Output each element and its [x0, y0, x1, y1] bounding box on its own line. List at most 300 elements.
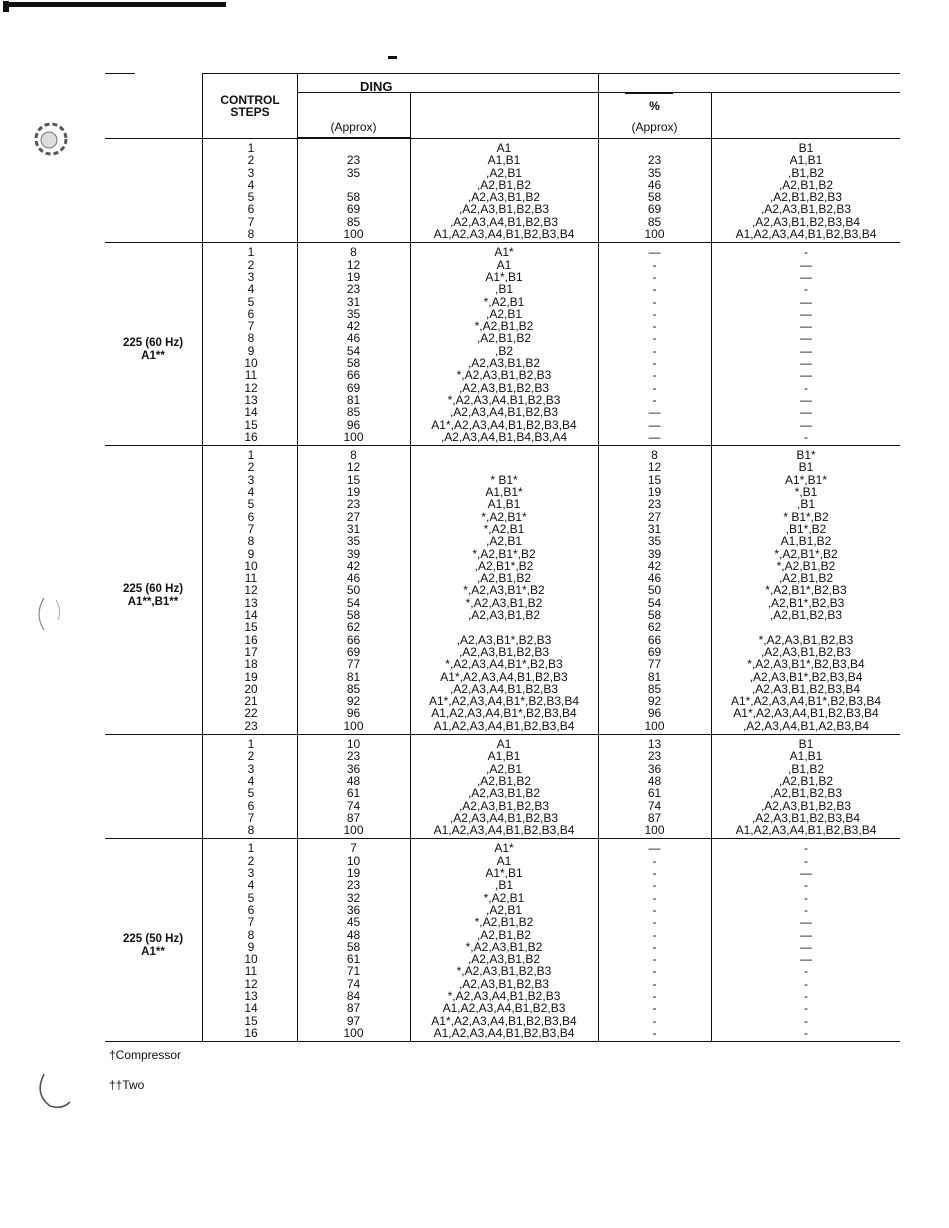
cell-percent-a: 10 — [346, 853, 361, 868]
cell-percent-b: 77 — [647, 657, 662, 672]
cell-loaded-a: A1,B1* — [485, 485, 523, 500]
cell-loaded-b: — — [800, 405, 812, 420]
cell-percent-a: 96 — [346, 417, 361, 432]
table-row — [105, 283, 900, 295]
cell-step: 8 — [247, 227, 255, 242]
cell-loaded-a: ,A2,B1,B2 — [476, 927, 532, 942]
cell-percent-b: - — [652, 964, 657, 979]
cell-step: 2 — [247, 749, 255, 764]
cell-step: 1 — [247, 737, 255, 752]
header-approx-b: (Approx) — [631, 120, 678, 134]
cell-step: 16 — [244, 429, 258, 444]
cell-percent-a: 19 — [346, 866, 361, 881]
cell-step: 17 — [244, 644, 258, 659]
cell-step: 3 — [247, 761, 255, 776]
cell-percent-b: 35 — [647, 534, 662, 549]
cell-percent-a: 12 — [346, 460, 361, 475]
table-row — [105, 419, 900, 431]
cell-step: 6 — [247, 202, 255, 217]
cell-loaded-a: ,A2,B1 — [485, 534, 523, 549]
cell-percent-a: 92 — [346, 694, 361, 709]
cell-percent-b: 96 — [647, 706, 662, 721]
cell-loaded-b: — — [800, 939, 812, 954]
cell-loaded-b: - — [804, 1001, 808, 1016]
cell-loaded-b: ,B1*,B2 — [785, 521, 827, 536]
table-row — [105, 332, 900, 344]
cell-step: 6 — [247, 306, 255, 321]
cell-loaded-b: — — [800, 915, 812, 930]
cell-step: 9 — [247, 343, 255, 358]
cell-loaded-b: - — [804, 1013, 808, 1028]
table-row — [105, 1002, 900, 1014]
cell-loaded-b: ,A2,B1*,B2,B3 — [767, 595, 845, 610]
cell-loaded-a: A1,A2,A3,A4,B1,B2,B3,B4 — [433, 1025, 575, 1040]
cell-loaded-a: A1*,A2,A3,A4,B1,B2,B3,B4 — [431, 1013, 577, 1028]
cell-loaded-b: ,A2,B1,B2,B3 — [769, 608, 843, 623]
cell-percent-b: 100 — [644, 227, 665, 242]
cell-step: 1 — [247, 448, 255, 463]
cell-loaded-b: A1,B1 — [789, 749, 823, 764]
cell-loaded-b: - — [804, 902, 808, 917]
cell-loaded-a: *,A2,B1* — [481, 509, 527, 524]
cell-loaded-b: — — [800, 417, 812, 432]
header-vline-3 — [410, 93, 411, 138]
cell-percent-a: 74 — [346, 798, 361, 813]
cell-loaded-b: - — [804, 1025, 808, 1040]
cell-percent-b: 85 — [647, 681, 662, 696]
cell-percent-b: 58 — [647, 190, 662, 205]
cell-loaded-b: *,A2,A3,B1*,B2,B3,B4 — [747, 657, 865, 672]
cell-loaded-b: — — [800, 927, 812, 942]
cell-step: 5 — [247, 190, 255, 205]
cell-step: 1 — [247, 245, 255, 260]
cell-percent-a: 35 — [346, 306, 361, 321]
cell-percent-a: 10 — [346, 737, 361, 752]
cell-loaded-b: ,A2,A3,B1,B2,B3,B4 — [751, 681, 861, 696]
cell-loaded-a: *,A2,A3,A4,B1,B2,B3 — [447, 392, 561, 407]
cell-percent-a: 19 — [346, 485, 361, 500]
cell-loaded-b: - — [804, 976, 808, 991]
cell-percent-a: 77 — [346, 657, 361, 672]
cell-percent-a: 19 — [346, 269, 361, 284]
cell-percent-b: 66 — [647, 632, 662, 647]
cell-loaded-a: A1*,B1 — [485, 866, 523, 881]
cell-loaded-a: ,A2,A3,B1,B2 — [467, 608, 541, 623]
cell-percent-b: - — [652, 976, 657, 991]
cell-percent-a: 84 — [346, 989, 361, 1004]
table-row — [105, 800, 900, 812]
cell-step: 6 — [247, 509, 255, 524]
cell-loaded-a: ,B1 — [494, 878, 513, 893]
table-body — [105, 139, 900, 1042]
cell-percent-a: 15 — [346, 472, 361, 487]
table-row — [105, 461, 900, 473]
header-vline-5 — [711, 93, 712, 138]
cell-step: 9 — [247, 546, 255, 561]
cell-percent-b: 69 — [647, 644, 662, 659]
cell-loaded-a: *,A2,B1 — [483, 294, 525, 309]
cell-percent-b: 58 — [647, 608, 662, 623]
table-section — [105, 446, 900, 735]
cell-loaded-b: A1,A2,A3,A4,B1,B2,B3,B4 — [735, 823, 877, 838]
table-section — [105, 735, 900, 839]
cell-percent-a: 23 — [346, 749, 361, 764]
cell-step: 7 — [247, 915, 255, 930]
cell-loaded-b: ,A2,A3,A4,B1,A2,B3,B4 — [742, 718, 870, 733]
cell-step: 8 — [247, 823, 255, 838]
cell-percent-b: 19 — [647, 485, 662, 500]
cell-step: 9 — [247, 939, 255, 954]
cell-step: 4 — [247, 878, 255, 893]
cell-step: 7 — [247, 319, 255, 334]
cell-percent-b: 46 — [647, 177, 662, 192]
table-row — [105, 671, 900, 683]
table-row — [105, 658, 900, 670]
cell-step: 21 — [244, 694, 258, 709]
cell-percent-b: - — [652, 939, 657, 954]
cell-loaded-a: ,A2,A3,B1,B2 — [467, 952, 541, 967]
cell-percent-a: 100 — [343, 227, 364, 242]
cell-step: 14 — [244, 405, 258, 420]
cell-percent-b: - — [652, 257, 657, 272]
cell-loaded-a: A1 — [496, 853, 512, 868]
cell-percent-a: 100 — [343, 823, 364, 838]
table-row — [105, 707, 900, 719]
cell-loaded-a: ,A2,A3,B1*,B2,B3 — [456, 632, 552, 647]
cell-step: 13 — [244, 392, 258, 407]
cell-loaded-a: ,A2,B1 — [485, 902, 523, 917]
cell-loaded-a: ,A2,B1 — [485, 165, 523, 180]
cell-percent-b: - — [652, 915, 657, 930]
cell-step: 11 — [244, 964, 258, 979]
table-row — [105, 720, 900, 732]
cell-percent-a: 23 — [346, 282, 361, 297]
cell-loaded-b: — — [800, 866, 812, 881]
cell-loaded-b: ,A2,B1,B2 — [778, 773, 834, 788]
cell-loaded-a: ,A2,B1,B2 — [476, 177, 532, 192]
cell-step: 8 — [247, 331, 255, 346]
cell-loaded-a: ,A2,A3,B1,B2,B3 — [458, 798, 550, 813]
cell-percent-a: 61 — [346, 786, 361, 801]
cell-percent-a: 31 — [346, 294, 361, 309]
cell-loaded-b: — — [800, 319, 812, 334]
cell-loaded-a: ,A2,B1 — [485, 306, 523, 321]
cell-step: 4 — [247, 282, 255, 297]
cell-step: 3 — [247, 866, 255, 881]
cell-step: 3 — [247, 472, 255, 487]
cell-step: 15 — [244, 417, 258, 432]
table-row — [105, 929, 900, 941]
cell-loaded-a: ,B2 — [494, 343, 513, 358]
cell-step: 3 — [247, 165, 255, 180]
cell-percent-a: 87 — [346, 1001, 361, 1016]
cell-percent-b: - — [652, 282, 657, 297]
cell-percent-a: 7 — [350, 841, 357, 856]
table-row — [105, 842, 900, 854]
cell-loaded-a: ,A2,B1,B2 — [476, 571, 532, 586]
cell-percent-a: 35 — [346, 534, 361, 549]
cell-loaded-b: ,A2,A3,B1,B2,B3 — [760, 644, 852, 659]
cell-step: 11 — [244, 368, 258, 383]
cell-step: 2 — [247, 257, 255, 272]
cell-percent-b: 13 — [647, 737, 662, 752]
cell-loaded-a: A1*,A2,A3,A4,B1,B2,B3 — [440, 669, 568, 684]
cell-loaded-b: — — [800, 331, 812, 346]
cell-loaded-b: ,A2,A3,B1,B2,B3 — [760, 798, 852, 813]
cell-percent-b: — — [648, 245, 661, 260]
cell-percent-b: 42 — [647, 558, 662, 573]
cell-percent-a: 23 — [346, 878, 361, 893]
cell-percent-b: 23 — [647, 749, 662, 764]
cell-step: 19 — [244, 669, 258, 684]
footnote-compressor: †Compressor — [109, 1048, 182, 1062]
cell-percent-b: - — [652, 866, 657, 881]
cell-step: 3 — [247, 269, 255, 284]
cell-percent-a: 85 — [346, 214, 361, 229]
table-row — [105, 406, 900, 418]
cell-step: 22 — [244, 706, 258, 721]
cell-step: 12 — [244, 380, 258, 395]
cell-loaded-a: ,A2,A3,A4,B1,B2,B3 — [449, 405, 559, 420]
cell-loaded-a: *,A2,B1,B2 — [474, 319, 534, 334]
footnote-two: ††Two — [109, 1078, 145, 1092]
cell-loaded-b: — — [800, 356, 812, 371]
header-approx-a: (Approx) — [330, 120, 377, 134]
cell-percent-b: 54 — [647, 595, 662, 610]
top-rule — [8, 2, 226, 7]
cell-loaded-a: ,A2,A3,A4,B1,B2,B3 — [449, 810, 559, 825]
cell-percent-a: 58 — [346, 608, 361, 623]
cell-step: 11 — [244, 571, 258, 586]
cell-loaded-b: B1 — [798, 460, 814, 475]
cell-loaded-b: ,A2,A3,B1*,B2,B3,B4 — [749, 669, 863, 684]
cell-percent-b: - — [652, 331, 657, 346]
table-row — [105, 431, 900, 443]
cell-percent-b: — — [648, 405, 661, 420]
cell-loaded-b: *,A2,B1*,B2,B3 — [765, 583, 847, 598]
cell-percent-b: 39 — [647, 546, 662, 561]
cell-percent-a: 81 — [346, 669, 361, 684]
cell-loaded-b: ,A2,A3,B1,B2,B3,B4 — [751, 810, 861, 825]
cell-percent-a: 23 — [346, 497, 361, 512]
cell-percent-a: 61 — [346, 952, 361, 967]
cell-percent-a: 71 — [346, 964, 361, 979]
cell-percent-b: 23 — [647, 153, 662, 168]
cell-loaded-a: A1,A2,A3,A4,B1,B2,B3,B4 — [433, 227, 575, 242]
cell-loaded-b: — — [800, 294, 812, 309]
cell-percent-b: 48 — [647, 773, 662, 788]
table-row — [105, 879, 900, 891]
cell-loaded-a: A1* — [494, 841, 514, 856]
punch-hole-mark-middle — [32, 590, 68, 640]
cell-percent-b: - — [652, 368, 657, 383]
table-row — [105, 548, 900, 560]
cell-percent-a: 97 — [346, 1013, 361, 1028]
cell-step: 18 — [244, 657, 258, 672]
cell-loaded-a: *,A2,B1 — [483, 890, 525, 905]
cell-loaded-a: A1 — [496, 737, 512, 752]
cell-loaded-b: — — [800, 257, 812, 272]
cell-percent-a: 100 — [343, 1025, 364, 1040]
cell-percent-b: - — [652, 989, 657, 1004]
cell-loaded-b: - — [804, 853, 808, 868]
cell-step: 4 — [247, 177, 255, 192]
cell-percent-b: - — [652, 890, 657, 905]
cell-loaded-b: - — [804, 878, 808, 893]
cell-loaded-a: A1,B1 — [487, 153, 521, 168]
cell-step: 2 — [247, 460, 255, 475]
table-row — [105, 621, 900, 633]
cell-percent-a: 58 — [346, 939, 361, 954]
cell-step: 12 — [244, 976, 258, 991]
cell-percent-b: - — [652, 1013, 657, 1028]
cell-loaded-a: *,A2,B1 — [483, 521, 525, 536]
cell-percent-b: - — [652, 878, 657, 893]
cell-percent-b: 85 — [647, 214, 662, 229]
cell-percent-b: 23 — [647, 497, 662, 512]
cell-step: 4 — [247, 485, 255, 500]
cell-percent-b: - — [652, 319, 657, 334]
cell-percent-b: - — [652, 356, 657, 371]
cell-loaded-b: A1*,B1* — [784, 472, 828, 487]
cell-loaded-b: A1,B1 — [789, 153, 823, 168]
cell-loaded-a: *,A2,A3,B1,B2,B3 — [456, 368, 552, 383]
cell-loaded-a: ,A2,B1,B2 — [476, 331, 532, 346]
cell-step: 16 — [244, 632, 258, 647]
cell-loaded-a: *,A2,A3,A4,B1*,B2,B3 — [445, 657, 563, 672]
cell-percent-a: 39 — [346, 546, 361, 561]
cell-step: 6 — [247, 798, 255, 813]
table-section — [105, 139, 900, 243]
control-steps-table — [105, 73, 900, 1042]
cell-percent-a: 42 — [346, 558, 361, 573]
cell-percent-a: 48 — [346, 773, 361, 788]
cell-percent-a: 62 — [346, 620, 361, 635]
cell-loaded-b: — — [800, 952, 812, 967]
cell-loaded-b: - — [804, 989, 808, 1004]
header-rule-under-b — [625, 93, 673, 94]
cell-loaded-b: - — [804, 245, 808, 260]
cell-step: 20 — [244, 681, 258, 696]
cell-loaded-b: - — [804, 282, 808, 297]
cell-step: 13 — [244, 989, 258, 1004]
cell-percent-b: — — [648, 417, 661, 432]
cell-percent-a: 66 — [346, 632, 361, 647]
cell-loaded-b: A1*,A2,A3,A4,B1,B2,B3,B4 — [733, 706, 879, 721]
cell-loaded-a: ,A2,B1 — [485, 761, 523, 776]
cell-loaded-a: ,A2,A3,A4,B1,B2,B3 — [449, 214, 559, 229]
table-row — [105, 965, 900, 977]
cell-loaded-b: *,A2,A3,B1,B2,B3 — [758, 632, 854, 647]
cell-loaded-a: ,A2,A3,A4,B1,B4,B3,A4 — [440, 429, 568, 444]
cell-percent-b: — — [648, 841, 661, 856]
cell-loaded-a: *,A2,A3,B1,B2,B3 — [456, 964, 552, 979]
header-control-steps: CONTROL STEPS — [220, 93, 280, 119]
cell-loaded-b: * B1*,B2 — [783, 509, 829, 524]
cell-loaded-b: ,A2,B1,B2 — [778, 177, 834, 192]
cell-step: 1 — [247, 841, 255, 856]
table-row — [105, 246, 900, 258]
punch-hole-mark-bottom — [30, 1070, 75, 1115]
cell-loaded-b: — — [800, 306, 812, 321]
cell-loaded-a: A1,A2,A3,A4,B1,B2,B3 — [442, 1001, 566, 1016]
cell-percent-b: - — [652, 902, 657, 917]
cell-percent-a: 96 — [346, 706, 361, 721]
cell-percent-a: 27 — [346, 509, 361, 524]
cell-step: 16 — [244, 1025, 258, 1040]
cell-percent-a: 31 — [346, 521, 361, 536]
cell-loaded-a: *,A2,A3,B1,B2 — [465, 595, 543, 610]
cell-percent-b: 36 — [647, 761, 662, 776]
cell-percent-b: 92 — [647, 694, 662, 709]
cell-loaded-a: ,A2,A3,B1,B2 — [467, 786, 541, 801]
cell-step: 10 — [244, 356, 258, 371]
cell-loaded-a: A1,A2,A3,A4,B1*,B2,B3,B4 — [431, 706, 577, 721]
cell-step: 6 — [247, 902, 255, 917]
cell-percent-b: 8 — [651, 448, 658, 463]
cell-step: 15 — [244, 620, 258, 635]
cell-percent-b: 61 — [647, 786, 662, 801]
cell-percent-a: 8 — [350, 245, 357, 260]
cell-percent-a: 46 — [346, 331, 361, 346]
cell-percent-b: - — [652, 380, 657, 395]
cell-percent-b: - — [652, 927, 657, 942]
cell-loaded-b: A1,A2,A3,A4,B1,B2,B3,B4 — [735, 227, 877, 242]
cell-loaded-b: ,B1,B2 — [787, 761, 825, 776]
cell-percent-a: 36 — [346, 761, 361, 776]
table-section — [105, 839, 900, 1042]
cell-loaded-b: B1 — [798, 737, 814, 752]
cell-loaded-a: A1 — [496, 141, 512, 155]
cell-percent-a: 12 — [346, 257, 361, 272]
cell-loaded-b: A1*,A2,A3,A4,B1*,B2,B3,B4 — [730, 694, 882, 709]
cell-loaded-b: - — [804, 429, 808, 444]
cell-percent-b: - — [652, 1025, 657, 1040]
table-section — [105, 243, 900, 446]
cell-percent-a: 35 — [346, 165, 361, 180]
cell-percent-a: 50 — [346, 583, 361, 598]
cell-loaded-a: *,A2,A3,B1,B2 — [465, 939, 543, 954]
cell-percent-a: 69 — [346, 380, 361, 395]
cell-percent-a: 85 — [346, 681, 361, 696]
cell-percent-a: 100 — [343, 429, 364, 444]
cell-loaded-b: ,A2,A3,B1,B2,B3 — [760, 202, 852, 217]
cell-loaded-b: B1 — [798, 141, 814, 155]
cell-percent-a: 42 — [346, 319, 361, 334]
top-rule-cap — [3, 1, 9, 12]
cell-step: 4 — [247, 773, 255, 788]
table-row — [105, 787, 900, 799]
cell-loaded-a: *,A2,B1*,B2 — [472, 546, 536, 561]
cell-loaded-b: B1* — [796, 448, 816, 463]
cell-percent-b: 100 — [644, 718, 665, 733]
cell-percent-b: - — [652, 853, 657, 868]
cell-loaded-a: A1*,A2,A3,A4,B1*,B2,B3,B4 — [428, 694, 580, 709]
table-row — [105, 609, 900, 621]
cell-percent-b: - — [652, 269, 657, 284]
header-percent-b: % — [649, 99, 660, 113]
header-top-title: DING — [360, 79, 393, 94]
cell-step: 15 — [244, 1013, 258, 1028]
cell-percent-a: 8 — [350, 448, 357, 463]
cell-loaded-b: ,A2,A3,B1,B2,B3,B4 — [751, 214, 861, 229]
cell-loaded-a: A1,A2,A3,A4,B1,B2,B3,B4 — [433, 718, 575, 733]
cell-loaded-a: A1* — [494, 245, 514, 260]
cell-loaded-b: ,A2,B1,B2,B3 — [769, 786, 843, 801]
cell-loaded-a: ,A2,A3,A4,B1,B2,B3 — [449, 681, 559, 696]
cell-loaded-b: — — [800, 343, 812, 358]
cell-percent-b: - — [652, 294, 657, 309]
